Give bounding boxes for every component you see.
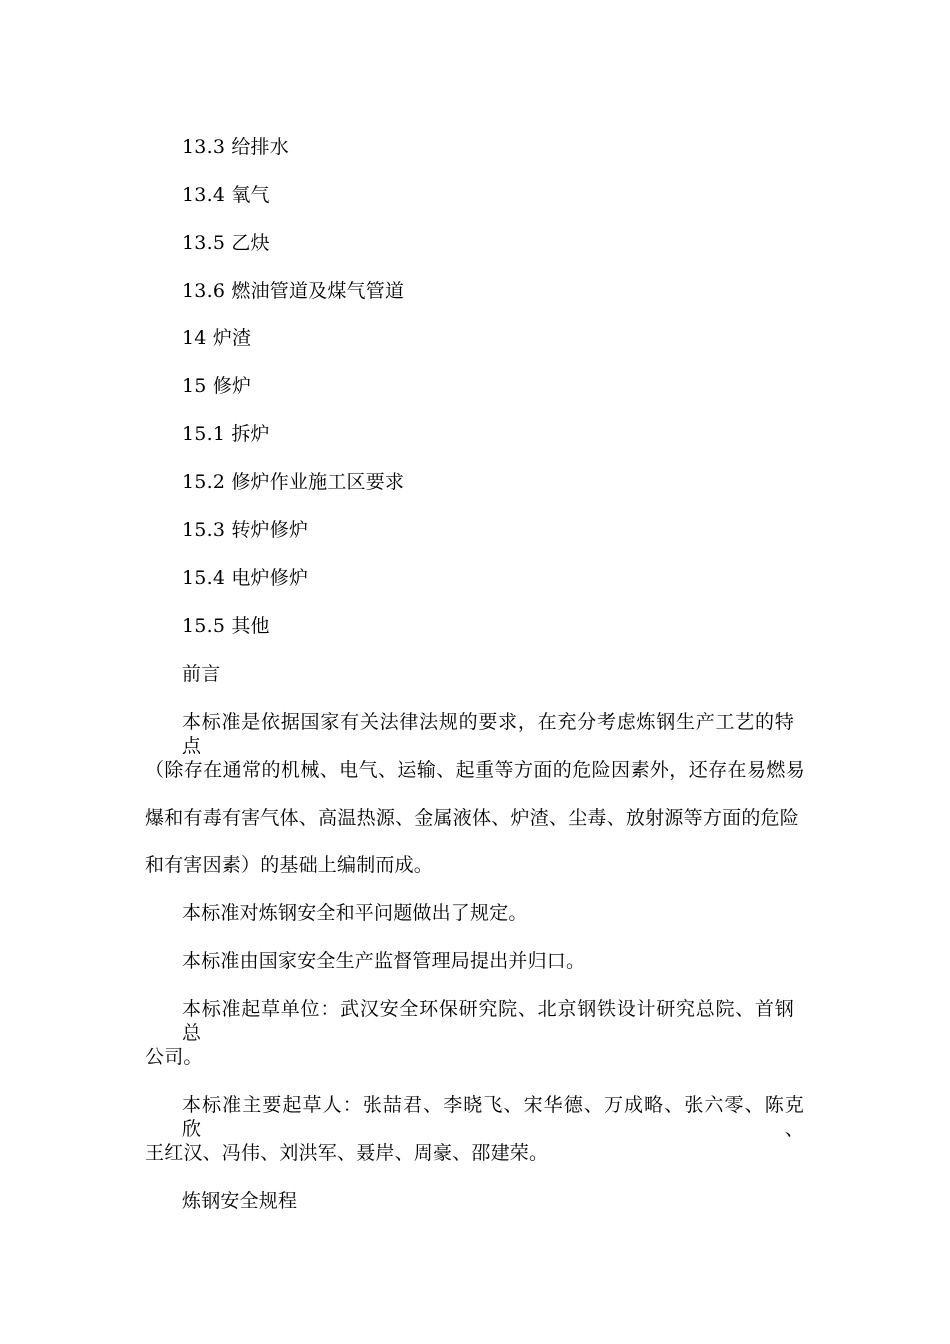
toc-item-15-5: 15.5 其他 [182, 615, 270, 637]
foreword-p1-line3: 爆和有毒有害气体、高温热源、金属液体、炉渣、尘毒、放射源等方面的危险 [145, 807, 799, 829]
toc-item-15-2: 15.2 修炉作业施工区要求 [182, 471, 405, 493]
foreword-p4-line2: 公司。 [145, 1046, 203, 1068]
foreword-p1-line4: 和有害因素）的基础上编制而成。 [145, 854, 434, 876]
document-title: 炼钢安全规程 [182, 1190, 298, 1212]
foreword-p1-line1: 本标准是依据国家有关法律法规的要求，在充分考虑炼钢生产工艺的特点 [182, 711, 794, 757]
foreword-heading: 前言 [182, 663, 221, 685]
toc-item-15: 15 修炉 [182, 375, 252, 397]
foreword-p2: 本标准对炼钢安全和平问题做出了规定。 [182, 902, 528, 924]
toc-item-15-3: 15.3 转炉修炉 [182, 519, 309, 541]
foreword-p3: 本标准由国家安全生产监督管理局提出并归口。 [182, 950, 586, 972]
toc-item-13-5: 13.5 乙炔 [182, 232, 270, 254]
toc-item-13-6: 13.6 燃油管道及煤气管道 [182, 280, 405, 302]
toc-item-15-1: 15.1 拆炉 [182, 423, 270, 445]
toc-item-14: 14 炉渣 [182, 327, 252, 349]
foreword-p4-line1: 本标准起草单位：武汉安全环保研究院、北京钢铁设计研究总院、首钢总 [182, 998, 794, 1044]
toc-item-13-4: 13.4 氧气 [182, 184, 270, 206]
foreword-p1-line2: （除存在通常的机械、电气、运输、起重等方面的危险因素外，还存在易燃易 [145, 759, 805, 781]
foreword-p5-line2: 王红汉、冯伟、刘洪军、聂岸、周豪、邵建荣。 [145, 1142, 549, 1164]
toc-item-13-3: 13.3 给排水 [182, 136, 289, 158]
toc-item-15-4: 15.4 电炉修炉 [182, 567, 309, 589]
foreword-p5-line1: 本标准主要起草人：张喆君、李晓飞、宋华德、万成略、张六零、陈克欣、 [182, 1094, 804, 1140]
